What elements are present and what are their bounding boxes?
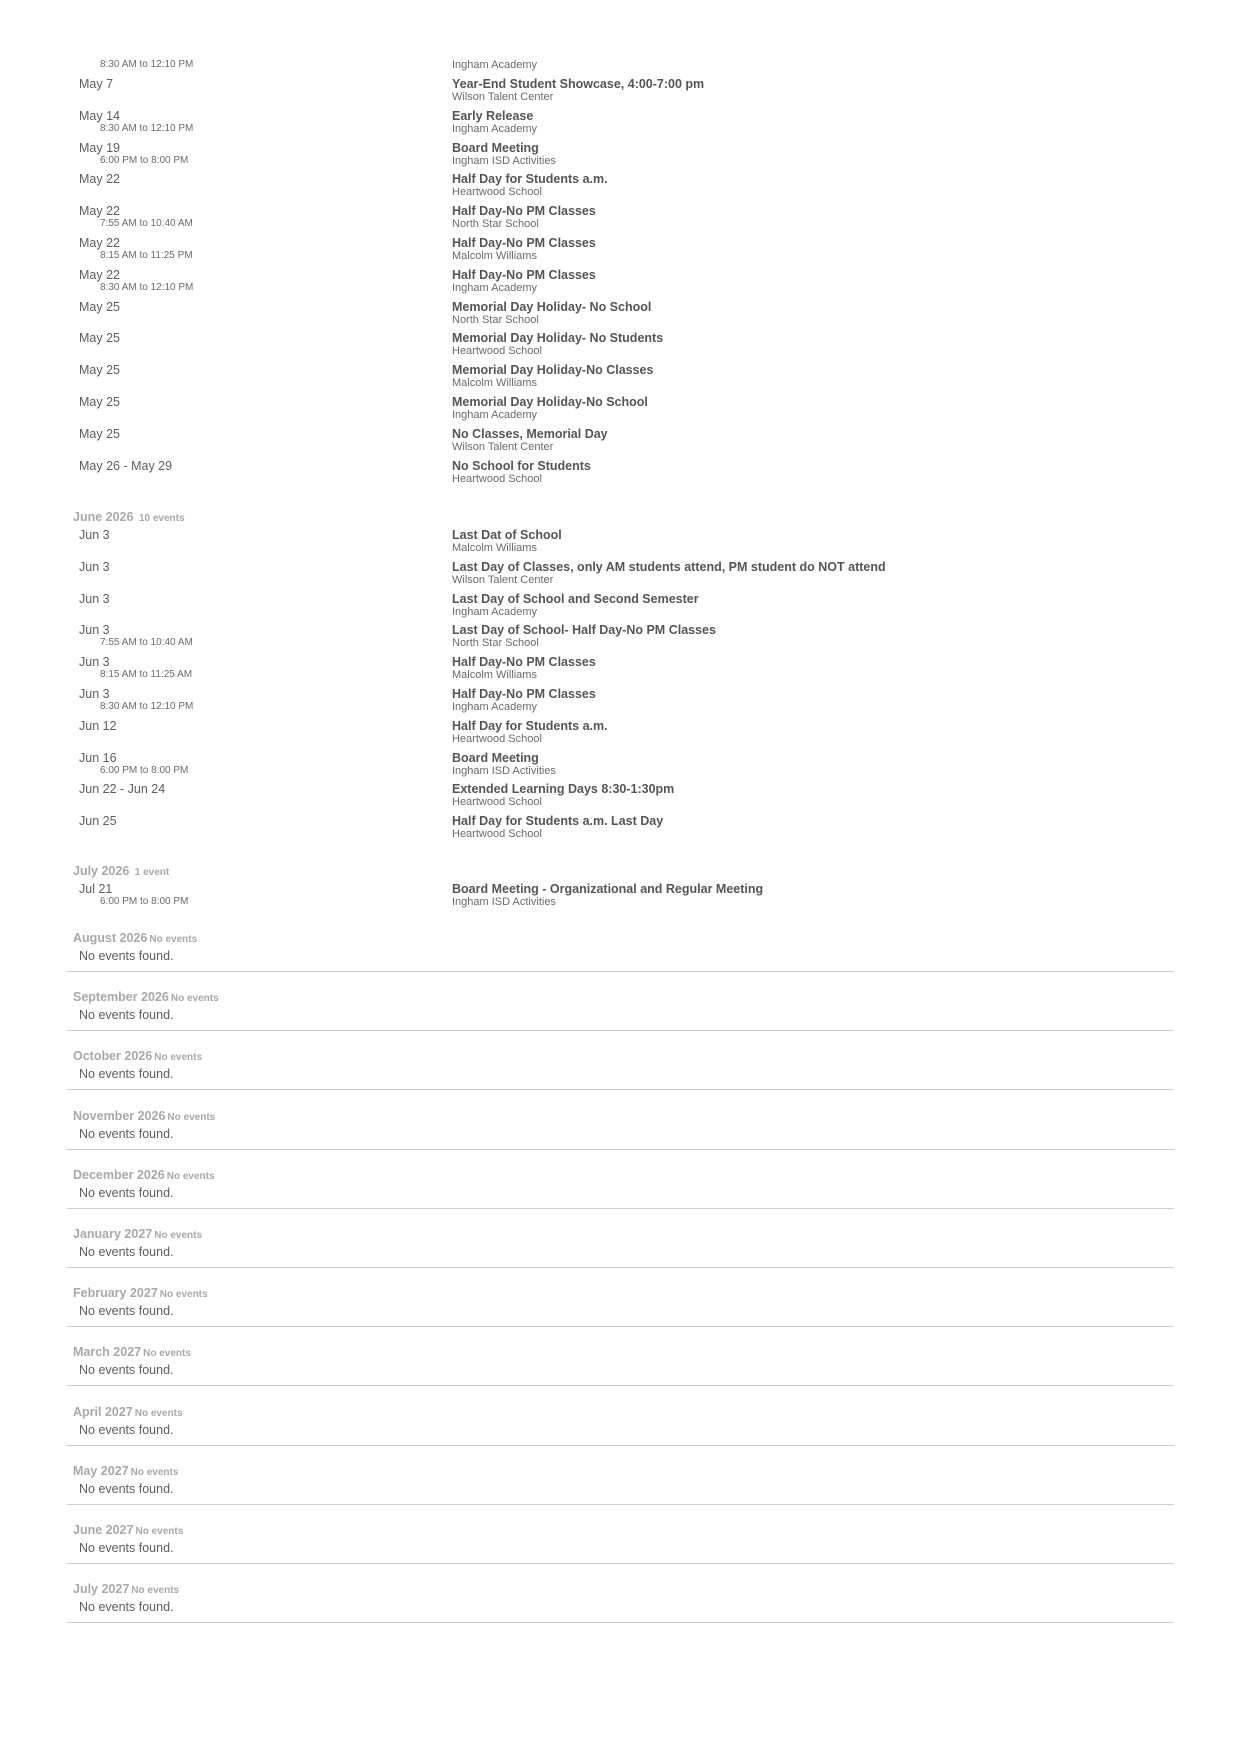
month-event-count: No events — [130, 1466, 179, 1478]
no-events-message: No events found. — [79, 949, 174, 963]
event-date: Jun 12 — [79, 718, 117, 733]
month-section-october-2026 — [67, 1047, 1174, 1106]
event-location: Heartwood School — [452, 828, 542, 841]
event-time: 6:00 PM to 8:00 PM — [100, 764, 189, 776]
month-section-september-2026 — [67, 988, 1174, 1047]
month-event-count: No events — [149, 934, 198, 945]
month-event-count: No events — [154, 1052, 203, 1064]
event-time: 8:30 AM to 12:10 PM — [100, 59, 194, 70]
month-title: March 2027 — [73, 1345, 142, 1360]
month-divider — [67, 971, 1174, 972]
event-row — [67, 718, 1174, 748]
event-title-link[interactable]: Board Meeting — [452, 750, 539, 765]
month-divider — [67, 1385, 1174, 1386]
no-events-message: No events found. — [79, 1067, 174, 1082]
event-time: 8:30 AM to 12:10 PM — [100, 281, 194, 293]
month-header — [67, 1225, 1174, 1244]
event-date: May 25 — [79, 331, 120, 346]
event-title-link[interactable]: Early Release — [452, 108, 534, 123]
event-location: Ingham Academy — [452, 701, 537, 713]
event-row — [67, 559, 1174, 589]
event-date: Jun 3 — [79, 559, 110, 574]
event-title-link[interactable]: Memorial Day Holiday-No School — [452, 395, 648, 409]
event-title-link[interactable]: Last Dat of School — [452, 528, 562, 542]
event-time: 8:30 AM to 12:10 PM — [100, 701, 194, 712]
event-location: North Star School — [452, 637, 539, 650]
no-events-message: No events found. — [79, 1363, 174, 1378]
event-date: Jun 3 — [79, 528, 110, 542]
event-title-link[interactable]: Half Day-No PM Classes — [452, 267, 596, 282]
month-event-count: No events — [143, 1348, 191, 1360]
month-header — [67, 1462, 1174, 1481]
event-time: 7:55 AM to 10:40 AM — [100, 637, 193, 649]
month-title: December 2026 — [73, 1167, 165, 1182]
month-event-count: No events — [154, 1230, 203, 1241]
event-location: Ingham Academy — [452, 59, 537, 71]
month-event-count: No events — [131, 1585, 180, 1597]
event-time: 6:00 PM to 8:00 PM — [100, 896, 189, 907]
month-header — [67, 1166, 1174, 1185]
event-date: Jul 21 — [79, 882, 113, 896]
month-header — [67, 1343, 1174, 1362]
month-header — [67, 1521, 1174, 1540]
event-location: Wilson Talent Center — [452, 573, 554, 586]
event-title-link[interactable]: Half Day for Students a.m. Last Day — [452, 814, 664, 829]
event-date: May 22 — [79, 267, 120, 282]
event-date: Jun 25 — [79, 814, 117, 829]
month-section-november-2026 — [67, 1107, 1174, 1166]
event-location: Malcolm Williams — [452, 250, 537, 262]
event-location: Ingham Academy — [452, 122, 537, 135]
month-event-count: No events — [135, 1526, 184, 1537]
event-row — [67, 458, 1174, 488]
month-title: June 2027 — [73, 1523, 134, 1537]
no-events-message: No events found. — [79, 1245, 174, 1259]
event-date: May 22 — [79, 172, 120, 187]
event-date: May 25 — [79, 426, 120, 441]
month-event-count: No events — [166, 1170, 215, 1182]
event-date: May 22 — [79, 236, 120, 250]
event-row — [67, 140, 1174, 170]
month-header — [67, 1284, 1174, 1303]
event-row — [67, 781, 1174, 811]
event-date: Jun 22 - Jun 24 — [79, 782, 166, 797]
event-title-link[interactable]: Memorial Day Holiday-No Classes — [452, 363, 654, 378]
month-title: September 2026 — [73, 990, 169, 1005]
month-title: July 2026 — [73, 864, 130, 878]
month-event-count: No events — [134, 1407, 183, 1419]
event-title-link[interactable]: Half Day-No PM Classes — [452, 236, 596, 250]
no-events-message: No events found. — [79, 1304, 174, 1319]
month-header — [67, 988, 1174, 1007]
event-title-link[interactable]: Last Day of School- Half Day-No PM Classes — [452, 623, 716, 638]
event-date: May 26 - May 29 — [79, 458, 173, 473]
event-row — [67, 203, 1174, 233]
month-header — [67, 508, 1174, 527]
month-section-may-2027 — [67, 1462, 1174, 1521]
event-time: 8:30 AM to 12:10 PM — [100, 122, 194, 134]
event-time: 8:15 AM to 11:25 AM — [100, 669, 193, 681]
event-row — [67, 394, 1174, 424]
event-date: Jun 3 — [79, 655, 110, 670]
month-event-count: 1 event — [134, 867, 170, 878]
month-section-january-2027 — [67, 1225, 1174, 1284]
month-event-count: No events — [159, 1289, 208, 1301]
month-divider — [67, 1622, 1174, 1623]
event-location: Ingham Academy — [452, 281, 537, 294]
month-section-march-2027 — [67, 1343, 1174, 1402]
month-divider — [67, 1504, 1174, 1505]
month-event-count: No events — [167, 1111, 216, 1123]
month-header — [67, 1047, 1174, 1066]
event-location: Ingham ISD Activities — [452, 896, 556, 908]
event-date: May 25 — [79, 299, 120, 314]
month-header — [67, 862, 1174, 881]
event-title-link[interactable]: Last Day of Classes, only AM students attend, PM student do NOT attend — [452, 559, 886, 574]
event-title-link[interactable]: Board Meeting - Organizational and Regular Meeting — [452, 882, 764, 896]
no-events-message: No events found. — [79, 1600, 174, 1615]
month-title: June 2026 — [73, 510, 134, 524]
event-location: Malcolm Williams — [452, 542, 537, 554]
no-events-message: No events found. — [79, 1008, 174, 1023]
event-row — [67, 267, 1174, 297]
month-section-december-2026 — [67, 1166, 1174, 1225]
event-fragment — [67, 59, 1174, 73]
event-title-link[interactable]: Half Day for Students a.m. — [452, 718, 608, 733]
event-location: Heartwood School — [452, 345, 542, 358]
month-divider — [67, 1267, 1174, 1268]
event-title-link[interactable]: Extended Learning Days 8:30-1:30pm — [452, 782, 675, 797]
event-location: North Star School — [452, 313, 539, 326]
month-title: February 2027 — [73, 1286, 158, 1301]
month-title: January 2027 — [73, 1227, 153, 1241]
event-location: Ingham ISD Activities — [452, 764, 556, 777]
event-row — [67, 330, 1174, 360]
event-title-link[interactable]: Memorial Day Holiday- No Students — [452, 331, 664, 346]
event-location: Heartwood School — [452, 732, 542, 745]
month-section-april-2027 — [67, 1403, 1174, 1462]
event-row — [67, 654, 1174, 684]
event-time: 7:55 AM to 10:40 AM — [100, 218, 193, 230]
month-section-july-2026 — [67, 862, 1174, 908]
event-row — [67, 235, 1174, 265]
event-location: Ingham Academy — [452, 605, 537, 618]
month-divider — [67, 1149, 1174, 1150]
month-divider — [67, 1326, 1174, 1327]
month-header — [67, 1107, 1174, 1126]
event-title-link[interactable]: Last Day of School and Second Semester — [452, 591, 699, 606]
no-events-message: No events found. — [79, 1126, 174, 1141]
event-row — [67, 426, 1174, 456]
event-row — [67, 362, 1174, 392]
event-location: Ingham ISD Activities — [452, 154, 556, 167]
month-section-june-2026 — [67, 508, 1174, 841]
month-section-august-2026 — [67, 929, 1174, 988]
event-location: Malcolm Williams — [452, 377, 537, 390]
event-title-link[interactable]: Year-End Student Showcase, 4:00-7:00 pm — [452, 77, 705, 91]
event-location: Heartwood School — [452, 472, 542, 485]
no-events-message: No events found. — [79, 1185, 174, 1200]
event-title-link[interactable]: No School for Students — [452, 458, 591, 473]
event-row — [67, 591, 1174, 621]
event-date: May 19 — [79, 140, 120, 155]
event-title-link[interactable]: Board Meeting — [452, 140, 539, 155]
event-row — [67, 813, 1174, 843]
month-title: August 2026 — [73, 931, 148, 945]
event-row — [67, 622, 1174, 652]
no-events-message: No events found. — [79, 1422, 174, 1437]
event-title-link[interactable]: Half Day-No PM Classes — [452, 687, 596, 701]
event-row — [67, 108, 1174, 138]
event-row — [67, 527, 1174, 557]
event-location: Heartwood School — [452, 186, 542, 199]
event-date: May 7 — [79, 77, 114, 91]
month-divider — [67, 1563, 1174, 1564]
event-date: Jun 16 — [79, 750, 117, 765]
event-time: 8:15 AM to 11:25 PM — [100, 250, 193, 261]
event-location: Wilson Talent Center — [452, 440, 554, 453]
event-location: Malcolm Williams — [452, 669, 537, 682]
event-title-link[interactable]: Half Day for Students a.m. — [452, 172, 608, 187]
event-row — [67, 171, 1174, 201]
month-divider — [67, 1089, 1174, 1090]
event-date: Jun 3 — [79, 687, 110, 701]
event-location: Ingham Academy — [452, 409, 537, 421]
month-title: October 2026 — [73, 1049, 153, 1064]
event-title-link[interactable]: Half Day-No PM Classes — [452, 204, 596, 219]
month-divider — [67, 1208, 1174, 1209]
event-time: 6:00 PM to 8:00 PM — [100, 154, 189, 166]
no-events-message: No events found. — [79, 1541, 174, 1555]
event-title-link[interactable]: No Classes, Memorial Day — [452, 426, 608, 441]
event-date: Jun 3 — [79, 623, 110, 638]
event-row — [67, 299, 1174, 329]
month-section-february-2027 — [67, 1284, 1174, 1343]
month-section-july-2027 — [67, 1580, 1174, 1639]
event-date: May 25 — [79, 395, 120, 409]
month-event-count: No events — [170, 993, 219, 1005]
event-row — [67, 881, 1174, 911]
month-header — [67, 929, 1174, 948]
month-event-count: 10 events — [138, 513, 185, 524]
event-date: May 14 — [79, 108, 120, 123]
event-row — [67, 76, 1174, 106]
month-section-june-2027 — [67, 1521, 1174, 1580]
month-title: November 2026 — [73, 1108, 166, 1123]
month-title: July 2027 — [73, 1582, 130, 1597]
event-date: May 25 — [79, 363, 120, 378]
event-row — [67, 686, 1174, 716]
event-location: North Star School — [452, 218, 539, 231]
event-title-link[interactable]: Memorial Day Holiday- No School — [452, 299, 652, 314]
event-date: Jun 3 — [79, 591, 110, 606]
month-header — [67, 1403, 1174, 1422]
event-row — [67, 750, 1174, 780]
month-divider — [67, 1445, 1174, 1446]
month-title: May 2027 — [73, 1463, 129, 1478]
month-divider — [67, 1030, 1174, 1031]
event-location: Wilson Talent Center — [452, 91, 554, 103]
no-events-message: No events found. — [79, 1481, 174, 1496]
event-title-link[interactable]: Half Day-No PM Classes — [452, 655, 596, 670]
month-title: April 2027 — [73, 1404, 133, 1419]
month-header — [67, 1580, 1174, 1599]
event-date: May 22 — [79, 204, 120, 219]
event-location: Heartwood School — [452, 796, 542, 809]
